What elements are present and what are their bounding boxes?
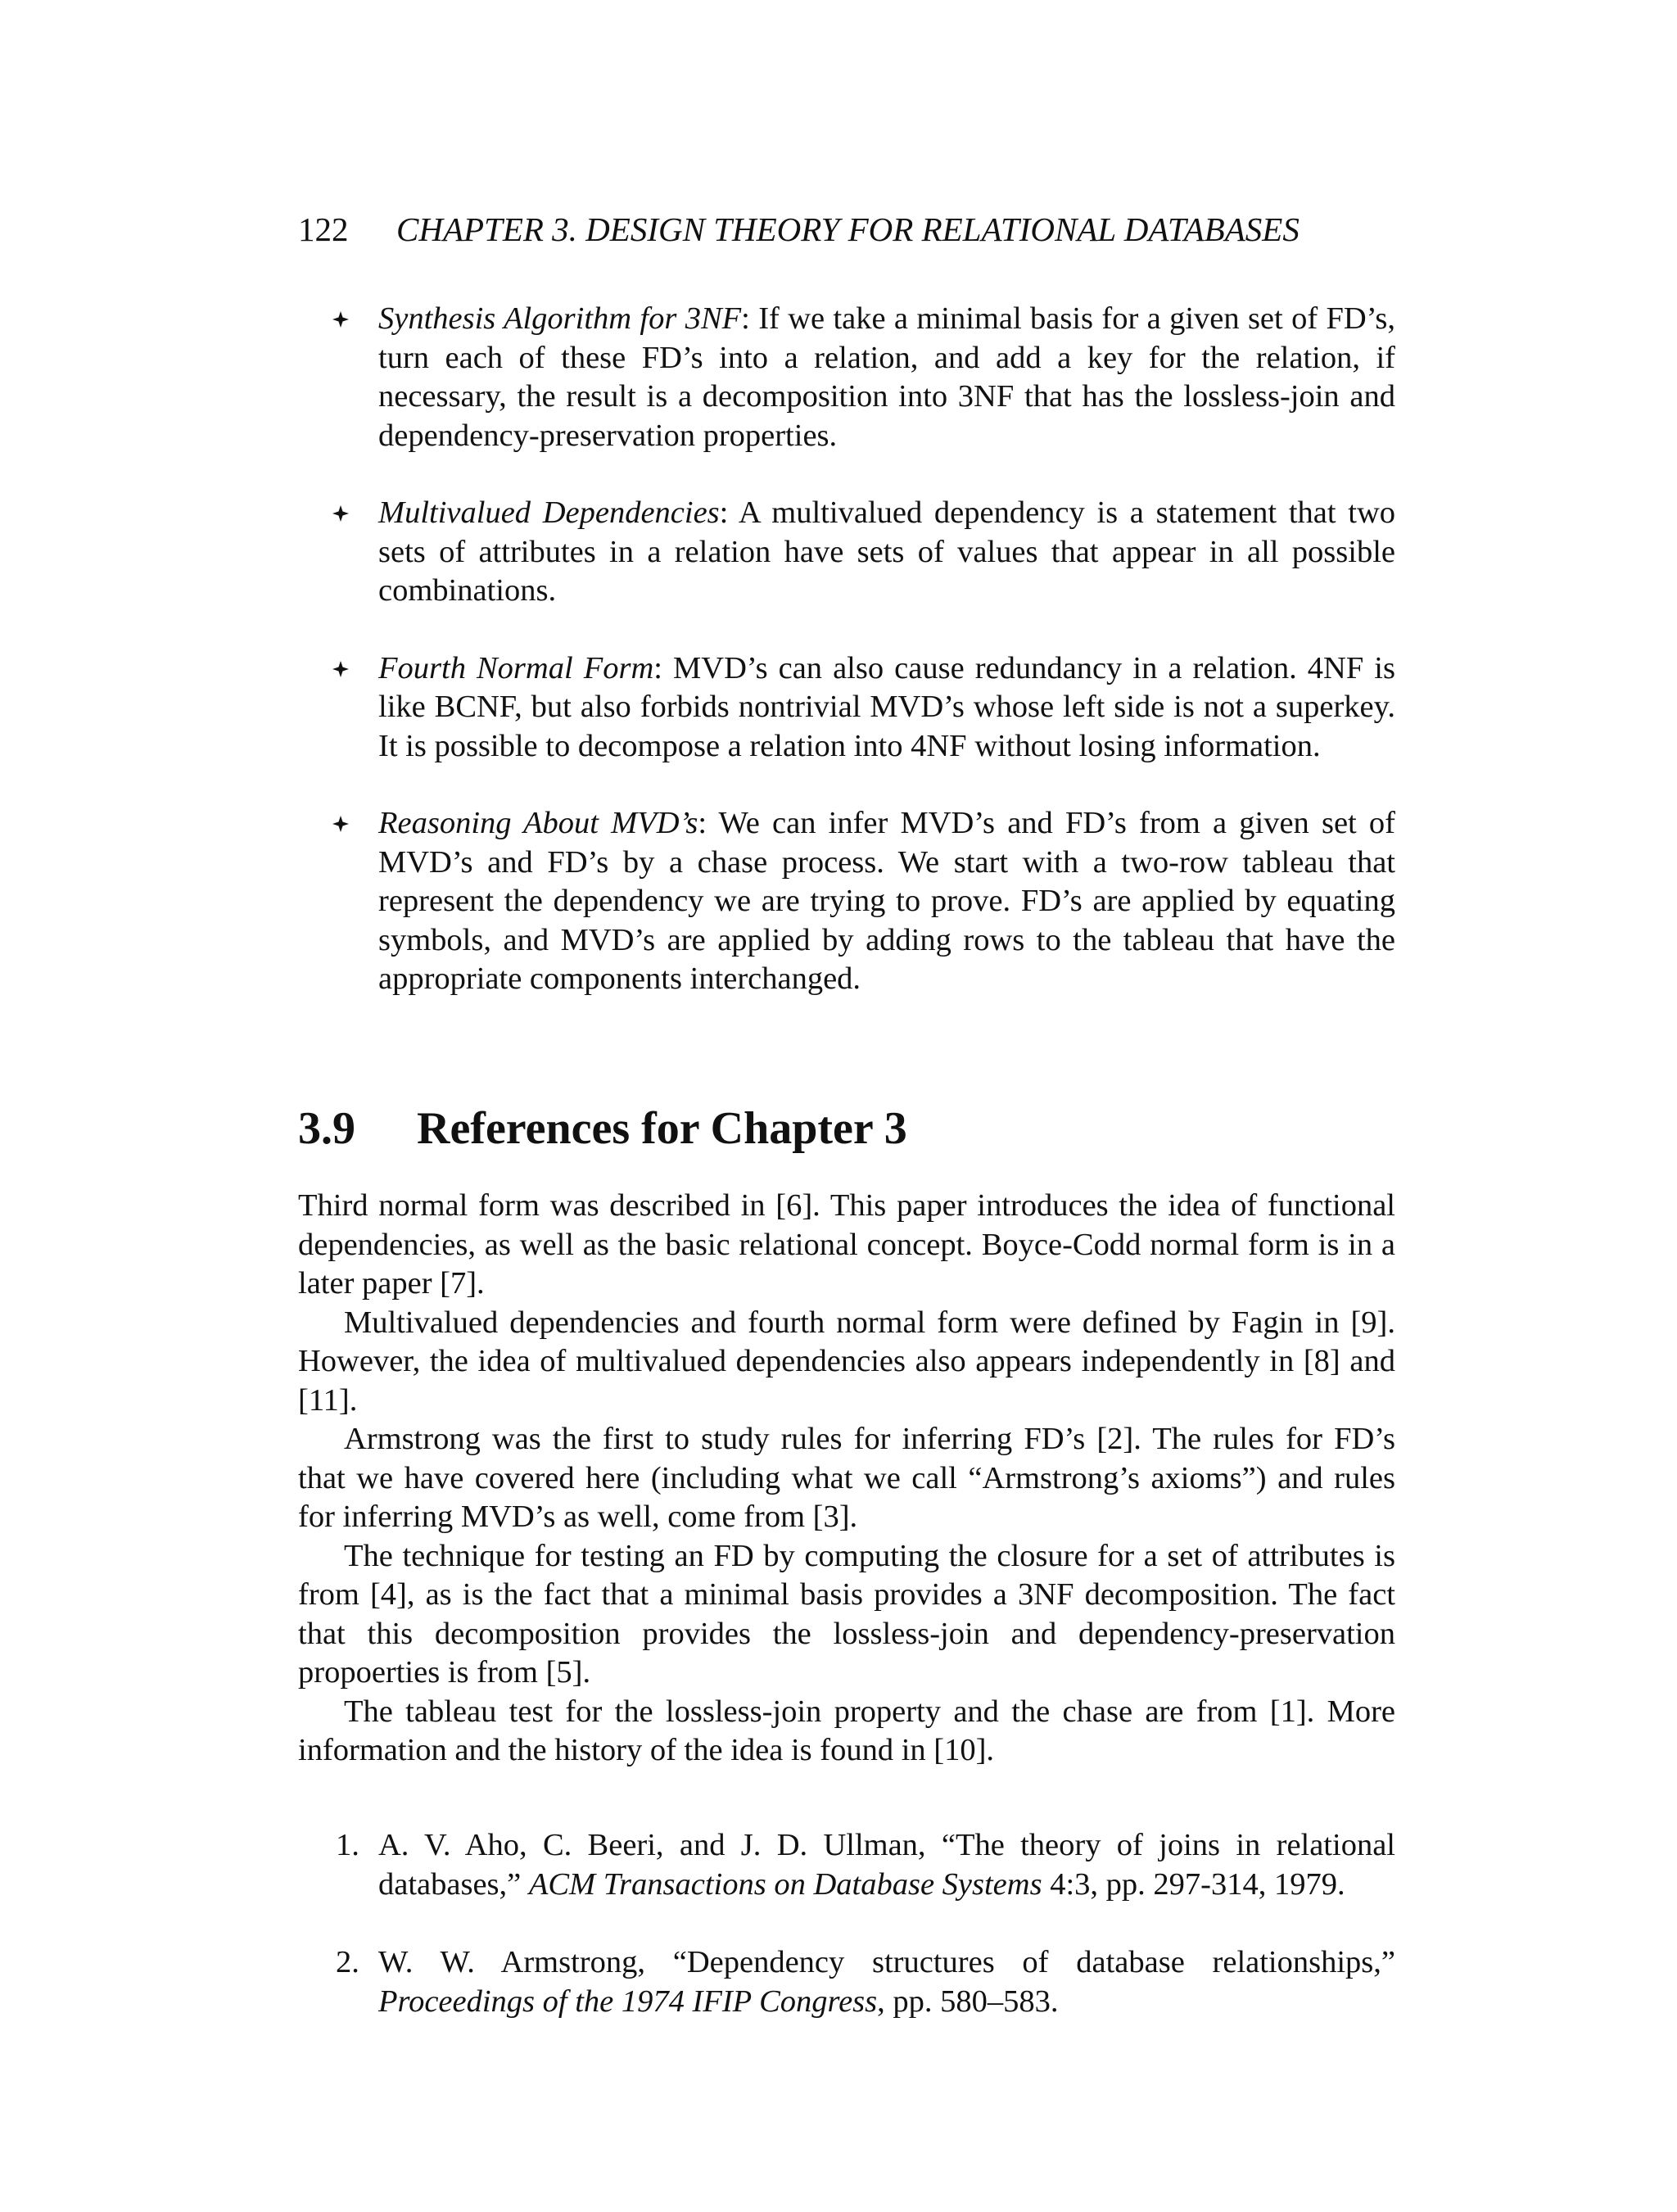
- bullet-body: : We can infer MVD’s and FD’s from a given set of MVD’s and FD’s by a chase process. We start with a two-row tableau that represent the dependency we are trying to prove. FD’s are applied by equating symbols, and MVD’s are applied by adding rows to the tableau that have the appropriate components interchanged.: [378, 806, 1395, 996]
- summary-bullet-list: [298, 300, 1395, 1038]
- bullet-term: Multivalued Dependencies: [378, 495, 720, 530]
- section-number: 3.9: [298, 1103, 355, 1154]
- section-heading: [298, 1101, 907, 1156]
- entry-venue: Proceedings of the 1974 IFIP Congress: [378, 1984, 878, 2019]
- references-discussion: [298, 1187, 1395, 1771]
- bibliography-list: [298, 1826, 1395, 2060]
- bibliography-entry: [298, 1943, 1395, 2021]
- paragraph: Armstrong was the first to study rules for inferring FD’s [2]. The rules for FD’s that we have covered here (including what we call “Armstrong’s axioms”) and rules for inferring MVD’s as well, come from [3].: [298, 1422, 1395, 1534]
- entry-authors-title: A. V. Aho, C. Beeri, and J. D. Ullman, “The theory of joins in relational databases,”: [378, 1828, 1395, 1902]
- summary-bullet: [298, 649, 1395, 767]
- paragraph: Multivalued dependencies and fourth normal form were defined by Fagin in [9]. However, the idea of multivalued dependencies also appears independently in [8] and [11].: [298, 1305, 1395, 1418]
- paragraph: The technique for testing an FD by computing the closure for a set of attributes is from [4], as is the fact that a minimal basis provides a 3NF decomposition. The fact that this decomposition provides the lossless-join and dependency-preservation propoerties is from [5].: [298, 1538, 1395, 1690]
- bullet-body: : A multivalued dependency is a statement that two sets of attributes in a relation have sets of values that appear in all possible combinations.: [378, 495, 1395, 608]
- entry-authors-title: W. W. Armstrong, “Dependency structures of database relationships,”: [378, 1945, 1395, 1979]
- entry-details: 4:3, pp. 297-314, 1979.: [1042, 1866, 1345, 1902]
- bullet-term: Synthesis Algorithm for 3NF: [378, 301, 742, 336]
- entry-venue: ACM Transactions on Database Systems: [528, 1866, 1042, 1902]
- paragraph: The tableau test for the lossless-join property and the chase are from [1]. More information and the history of the idea is found in [10].: [298, 1694, 1395, 1767]
- diamond-bullet-icon: [332, 311, 349, 328]
- entry-number: 2.: [336, 1945, 359, 1979]
- paragraph: Third normal form was described in [6]. This paper introduces the idea of functional dependencies, as well as the basic relational concept. Boyce-Codd normal form is in a later paper [7].: [298, 1188, 1395, 1301]
- summary-bullet: [298, 300, 1395, 455]
- diamond-bullet-icon: [332, 505, 349, 522]
- bibliography-entry: [298, 1826, 1395, 1904]
- diamond-bullet-icon: [332, 816, 349, 832]
- section-title: References for Chapter 3: [417, 1103, 907, 1154]
- diamond-bullet-icon: [332, 661, 349, 677]
- chapter-title: CHAPTER 3. DESIGN THEORY FOR RELATIONAL DATABASES: [396, 210, 1300, 248]
- bullet-term: Reasoning About MVD’s: [378, 806, 698, 840]
- page-number: 122: [298, 210, 349, 248]
- entry-details: , pp. 580–583.: [877, 1984, 1059, 2019]
- bullet-body: : MVD’s can also cause redundancy in a relation. 4NF is like BCNF, but also forbids nontrivial MVD’s whose left side is not a superkey. It is possible to decompose a relation into 4NF without losing information.: [378, 650, 1395, 763]
- bullet-body: : If we take a minimal basis for a given set of FD’s, turn each of these FD’s into a relation, and add a key for the relation, if necessary, the result is a decomposition into 3NF that has the lossless-join and dependency-preservation properties.: [378, 301, 1396, 453]
- summary-bullet: [298, 494, 1395, 611]
- running-head: [298, 209, 1395, 250]
- summary-bullet: [298, 804, 1395, 999]
- entry-number: 1.: [336, 1828, 359, 1862]
- bullet-term: Fourth Normal Form: [378, 650, 654, 685]
